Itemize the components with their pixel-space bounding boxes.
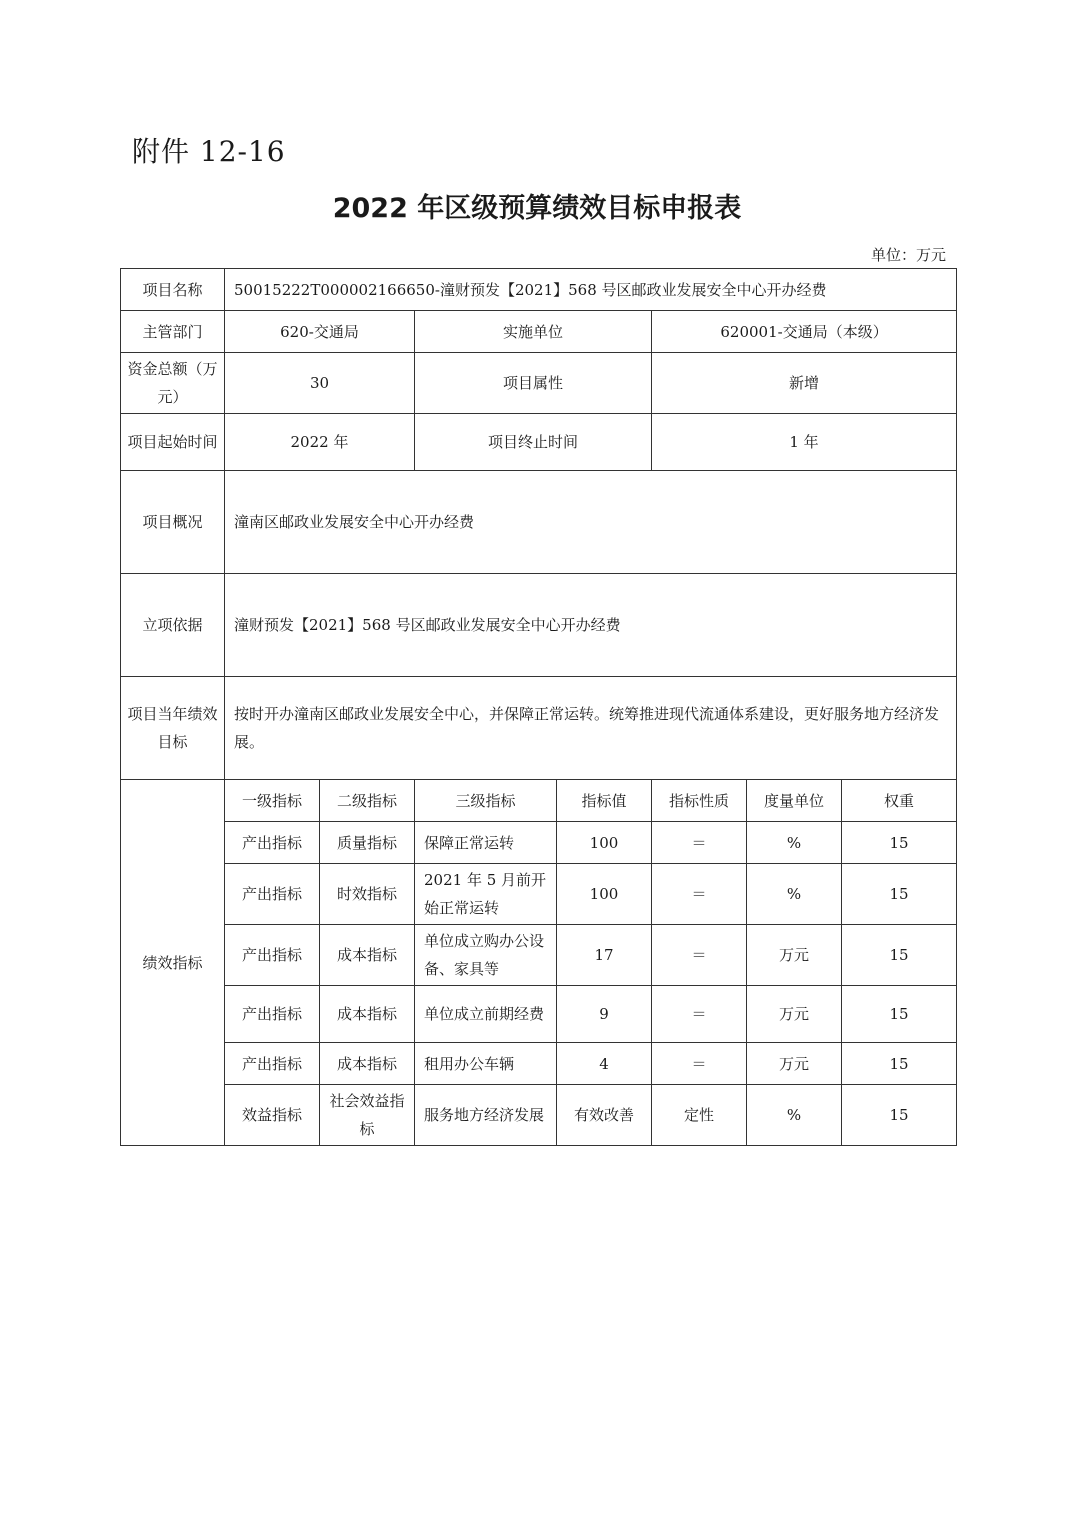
cell-level1: 产出指标 [225, 986, 320, 1043]
table-row [121, 925, 957, 986]
cell-weight: 15 [842, 986, 957, 1043]
cell-nature: ＝ [652, 864, 747, 925]
fund-total-label: 资金总额（万元） [121, 353, 225, 414]
annual-goal-value: 按时开办潼南区邮政业发展安全中心，并保障正常运转。统筹推进现代流通体系建设，更好服务地方经济发展。 [225, 677, 957, 780]
basis-value: 潼财预发【2021】568 号区邮政业发展安全中心开办经费 [225, 574, 957, 677]
cell-level1: 产出指标 [225, 822, 320, 864]
annual-goal-label: 项目当年绩效目标 [121, 677, 225, 780]
header-level2: 二级指标 [320, 780, 415, 822]
table-row [121, 986, 957, 1043]
project-attribute-value: 新增 [652, 353, 957, 414]
fund-total-value: 30 [225, 353, 415, 414]
budget-form-table [120, 268, 957, 1146]
cell-level1: 产出指标 [225, 864, 320, 925]
cell-unit: % [747, 822, 842, 864]
cell-level2: 成本指标 [320, 925, 415, 986]
cell-level2: 时效指标 [320, 864, 415, 925]
overview-value: 潼南区邮政业发展安全中心开办经费 [225, 471, 957, 574]
header-level1: 一级指标 [225, 780, 320, 822]
header-level3: 三级指标 [415, 780, 557, 822]
row-overview [121, 471, 957, 574]
cell-nature: ＝ [652, 986, 747, 1043]
cell-level2: 质量指标 [320, 822, 415, 864]
row-time [121, 414, 957, 471]
table-row [121, 1085, 957, 1146]
cell-level3: 租用办公车辆 [415, 1043, 557, 1085]
cell-value: 100 [557, 864, 652, 925]
row-project-name [121, 269, 957, 311]
cell-unit: % [747, 864, 842, 925]
cell-level2: 成本指标 [320, 986, 415, 1043]
cell-level3: 服务地方经济发展 [415, 1085, 557, 1146]
performance-header-row [121, 780, 957, 822]
cell-value: 4 [557, 1043, 652, 1085]
cell-value: 100 [557, 822, 652, 864]
cell-level2: 社会效益指标 [320, 1085, 415, 1146]
cell-value: 有效改善 [557, 1085, 652, 1146]
cell-nature: ＝ [652, 1043, 747, 1085]
cell-level3: 保障正常运转 [415, 822, 557, 864]
table-row [121, 822, 957, 864]
cell-unit: % [747, 1085, 842, 1146]
cell-nature: ＝ [652, 822, 747, 864]
overview-label: 项目概况 [121, 471, 225, 574]
start-time-label: 项目起始时间 [121, 414, 225, 471]
performance-label: 绩效指标 [121, 780, 225, 1146]
cell-level1: 产出指标 [225, 925, 320, 986]
cell-unit: 万元 [747, 925, 842, 986]
cell-value: 9 [557, 986, 652, 1043]
end-time-value: 1 年 [652, 414, 957, 471]
unit-label: 单位：万元 [870, 246, 946, 264]
start-time-value: 2022 年 [225, 414, 415, 471]
cell-weight: 15 [842, 822, 957, 864]
cell-weight: 15 [842, 1085, 957, 1146]
end-time-label: 项目终止时间 [415, 414, 652, 471]
department-label: 主管部门 [121, 311, 225, 353]
row-fund [121, 353, 957, 414]
implementer-value: 620001-交通局（本级） [652, 311, 957, 353]
header-unit: 度量单位 [747, 780, 842, 822]
project-name-value: 50015222T000002166650-潼财预发【2021】568 号区邮政业发展安全中心开办经费 [225, 269, 957, 311]
header-nature: 指标性质 [652, 780, 747, 822]
cell-level1: 产出指标 [225, 1043, 320, 1085]
row-annual-goal [121, 677, 957, 780]
cell-unit: 万元 [747, 986, 842, 1043]
cell-weight: 15 [842, 864, 957, 925]
cell-value: 17 [557, 925, 652, 986]
attachment-number: 附件 12-16 [132, 135, 286, 168]
implementer-label: 实施单位 [415, 311, 652, 353]
cell-level1: 效益指标 [225, 1085, 320, 1146]
department-value: 620-交通局 [225, 311, 415, 353]
header-weight: 权重 [842, 780, 957, 822]
cell-weight: 15 [842, 1043, 957, 1085]
cell-nature: ＝ [652, 925, 747, 986]
project-name-label: 项目名称 [121, 269, 225, 311]
page-title: 2022 年区级预算绩效目标申报表 [332, 193, 742, 224]
cell-level3: 2021 年 5 月前开始正常运转 [415, 864, 557, 925]
row-department [121, 311, 957, 353]
cell-level3: 单位成立前期经费 [415, 986, 557, 1043]
cell-nature: 定性 [652, 1085, 747, 1146]
cell-level2: 成本指标 [320, 1043, 415, 1085]
cell-unit: 万元 [747, 1043, 842, 1085]
header-value: 指标值 [557, 780, 652, 822]
basis-label: 立项依据 [121, 574, 225, 677]
row-basis [121, 574, 957, 677]
project-attribute-label: 项目属性 [415, 353, 652, 414]
cell-weight: 15 [842, 925, 957, 986]
table-row [121, 864, 957, 925]
cell-level3: 单位成立购办公设备、家具等 [415, 925, 557, 986]
table-row [121, 1043, 957, 1085]
